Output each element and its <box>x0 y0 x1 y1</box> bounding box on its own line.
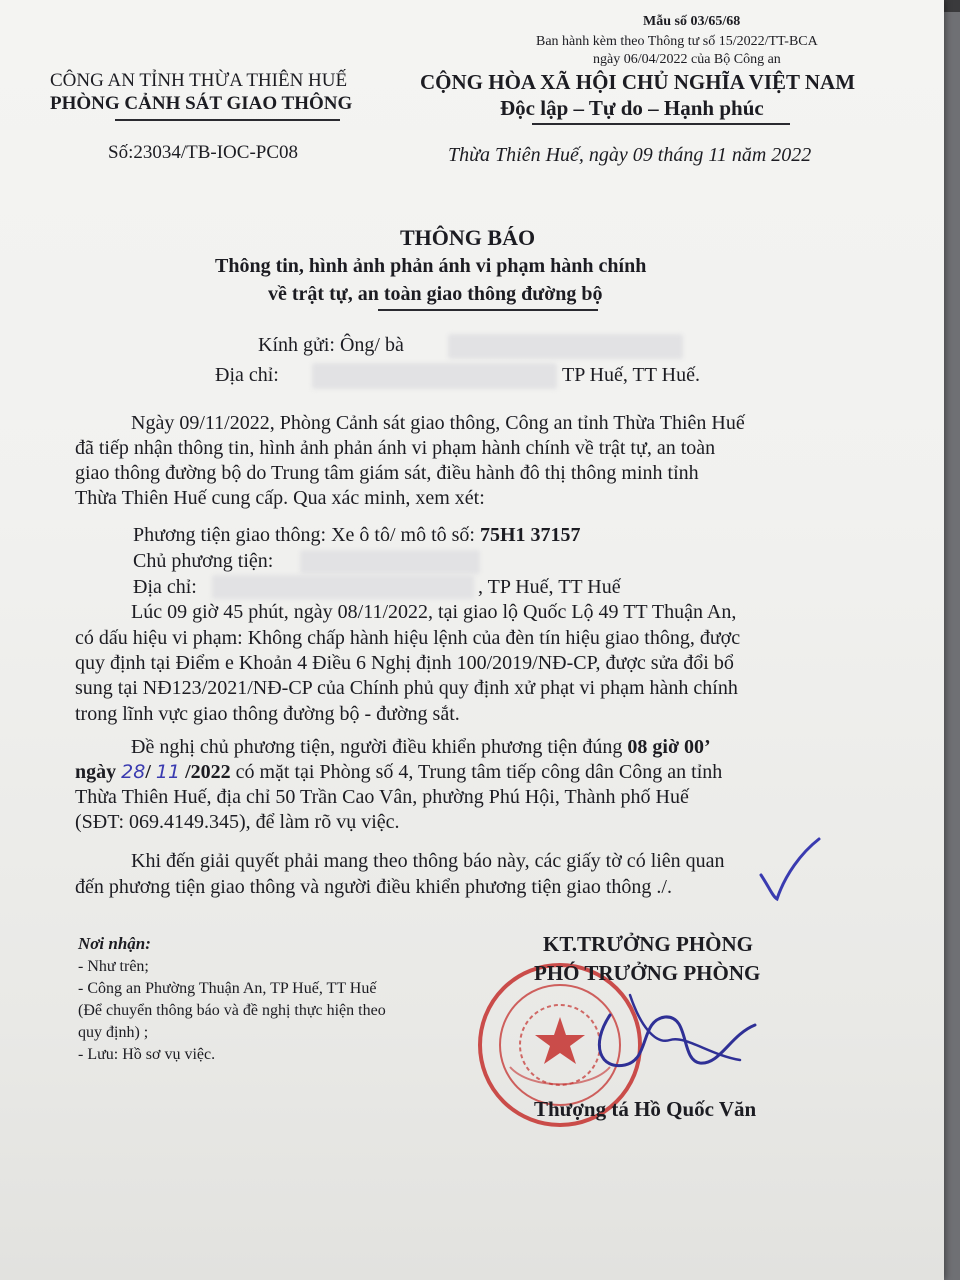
motto-underline <box>532 123 790 125</box>
signer-name: Thượng tá Hồ Quốc Văn <box>534 1097 757 1121</box>
redacted-name <box>448 334 683 359</box>
notice-subtitle-2: về trật tự, an toàn giao thông đường bộ <box>268 283 603 305</box>
para3-text: Đề nghị chủ phương tiện, người điều khiển phương tiện đúng <box>131 736 623 758</box>
signature-title-2: PHÓ TRƯỞNG PHÒNG <box>534 961 761 985</box>
agency-parent: CÔNG AN TỈNH THỪA THIÊN HUẾ <box>50 70 348 91</box>
owner-address-suffix: , TP Huế, TT Huế <box>478 576 621 598</box>
para1-line3: giao thông đường bộ do Trung tâm giám sát, điều hành đô thị thông minh tỉnh <box>75 462 699 484</box>
appointment-month: 11 <box>155 761 181 783</box>
para2-line4: sung tại NĐ123/2021/NĐ-CP của Chính phủ quy định xử phạt vi phạm hành chính <box>75 677 738 699</box>
para2-line5: trong lĩnh vực giao thông đường bộ - đường sắt. <box>75 703 460 725</box>
agency-department: PHÒNG CẢNH SÁT GIAO THÔNG <box>50 93 353 114</box>
recipients-heading: Nơi nhận: <box>78 934 151 953</box>
owner-address-label: Địa chỉ: <box>133 576 197 598</box>
owner-label: Chủ phương tiện: <box>133 550 274 572</box>
appointment-day: 28 <box>121 761 146 783</box>
recipient-item-3: - Lưu: Hồ sơ vụ việc. <box>78 1046 216 1063</box>
place-date: Thừa Thiên Huế, ngày 09 tháng 11 năm 2022 <box>448 144 812 166</box>
para3-line1 <box>131 736 711 759</box>
appointment-year: /2022 <box>185 761 231 783</box>
para2-line3: quy định tại Điểm e Khoản 4 Điều 6 Nghị định 100/2019/NĐ-CP, được sửa đổi bổ <box>75 652 734 674</box>
appointment-time: 08 giờ 00’ <box>627 736 711 758</box>
form-number: Mẫu số 03/65/68 <box>643 14 741 29</box>
para3-line4: (SĐT: 069.4149.345), để làm rõ vụ việc. <box>75 811 400 833</box>
title-underline <box>378 309 598 311</box>
para1-line4: Thừa Thiên Huế cung cấp. Qua xác minh, xem xét: <box>75 487 485 509</box>
vehicle-plate: 75H1 37157 <box>479 524 581 546</box>
notice-subtitle-1: Thông tin, hình ảnh phản ánh vi phạm hành chính <box>215 255 647 277</box>
para2-line2: có dấu hiệu vi phạm: Không chấp hành hiệu lệnh của đèn tín hiệu giao thông, được <box>75 627 741 649</box>
recipient-item-2b: (Để chuyển thông báo và đề nghị thực hiện theo <box>78 1002 386 1019</box>
form-issued-line1: Ban hành kèm theo Thông tư số 15/2022/TT-BCA <box>536 34 818 49</box>
redacted-owner <box>300 550 480 574</box>
agency-underline <box>115 119 340 121</box>
recipient-item-2c: quy định) ; <box>78 1024 149 1041</box>
handwritten-signature-icon <box>570 965 770 1085</box>
vehicle-label: Phương tiện giao thông: Xe ô tô/ mô tô số: <box>133 524 475 546</box>
para2-line1: Lúc 09 giờ 45 phút, ngày 08/11/2022, tại giao lộ Quốc Lộ 49 TT Thuận An, <box>131 601 737 623</box>
recipient-item-1: - Như trên; <box>78 958 149 975</box>
pen-check-mark-icon <box>755 835 825 905</box>
para3-line2: ngày 28/ 11 /2022 có mặt tại Phòng số 4, Trung tâm tiếp công dân Công an tỉnh <box>75 761 723 783</box>
para4-line2: đến phương tiện giao thông và người điều khiển phương tiện giao thông ./. <box>75 876 672 898</box>
para3-location: có mặt tại Phòng số 4, Trung tâm tiếp công dân Công an tỉnh <box>235 761 723 783</box>
vehicle-line <box>133 524 581 547</box>
redacted-owner-address <box>212 575 474 599</box>
redacted-address <box>312 363 557 389</box>
nation-motto: Độc lập – Tự do – Hạnh phúc <box>500 96 764 120</box>
recipient-item-2: - Công an Phường Thuận An, TP Huế, TT Huế <box>78 980 377 997</box>
document-number: Số:23034/TB-IOC-PC08 <box>108 142 299 163</box>
address-suffix: TP Huế, TT Huế. <box>562 364 700 386</box>
para4-line1: Khi đến giải quyết phải mang theo thông báo này, các giấy tờ có liên quan <box>131 850 725 872</box>
para1-line2: đã tiếp nhận thông tin, hình ảnh phản ánh vi phạm hành chính về trật tự, an toàn <box>75 437 716 459</box>
greeting-label: Kính gửi: Ông/ bà <box>258 334 404 356</box>
para1-line1: Ngày 09/11/2022, Phòng Cảnh sát giao thông, Công an tỉnh Thừa Thiên Huế <box>131 412 745 434</box>
address-label: Địa chỉ: <box>215 364 279 386</box>
appointment-day-label: ngày <box>75 761 117 783</box>
notice-title: THÔNG BÁO <box>400 225 536 250</box>
para3-line3: Thừa Thiên Huế, địa chỉ 50 Trần Cao Vân, phường Phú Hội, Thành phố Huế <box>75 786 689 808</box>
form-issued-line2: ngày 06/04/2022 của Bộ Công an <box>593 52 781 67</box>
nation-name: CỘNG HÒA XÃ HỘI CHỦ NGHĨA VIỆT NAM <box>420 70 856 94</box>
signature-title-1: KT.TRƯỞNG PHÒNG <box>543 932 753 956</box>
